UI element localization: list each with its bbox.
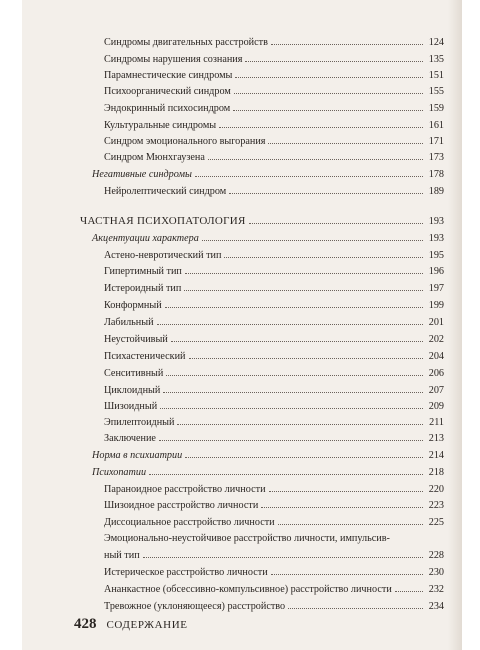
toc-entry-page: 207: [428, 385, 444, 396]
leader-dots: [171, 333, 423, 342]
toc-entry: [104, 151, 444, 164]
toc-entry-page: 234: [428, 601, 444, 612]
toc-entry-title-line1: Эмоционально-неустойчивое расстройство личности, импульсив-: [104, 533, 390, 544]
leader-dots: [185, 265, 423, 274]
toc-entry-page: 151: [428, 70, 444, 81]
toc-entry: [92, 168, 444, 181]
toc-entry-page: 204: [428, 351, 444, 362]
leader-dots: [288, 600, 423, 609]
toc-entry: [104, 185, 444, 198]
toc-entry-title: Заключение: [104, 433, 156, 444]
toc-entry-page: 196: [428, 266, 444, 277]
toc-entry-page: 220: [428, 484, 444, 495]
toc-entry: [104, 384, 444, 397]
leader-dots: [165, 299, 423, 308]
leader-dots: [166, 367, 423, 376]
toc-entry-title: Параноидное расстройство личности: [104, 484, 266, 495]
toc-entry-title: Диссоциальное расстройство личности: [104, 517, 275, 528]
toc-entry: [104, 367, 444, 380]
toc-entry-title: Ананкастное (обсессивно-компульсивное) расстройство личности: [104, 584, 392, 595]
toc-entry-title: Культуральные синдромы: [104, 120, 217, 131]
toc-entry-title-line2: ный тип: [104, 550, 140, 561]
toc-entry-title: Эндокринный психосиндром: [104, 103, 231, 114]
leader-dots: [159, 432, 423, 441]
toc-entry: [104, 85, 444, 98]
toc-entry-page: 211: [429, 417, 444, 428]
running-head: СОДЕРЖАНИЕ: [106, 619, 188, 631]
leader-dots: [219, 119, 423, 128]
leader-dots: [234, 85, 423, 94]
toc-entry: [104, 583, 444, 596]
toc-entry-title: Истероидный тип: [104, 283, 182, 294]
toc-entry-title: Психопатии: [92, 467, 147, 478]
leader-dots: [184, 282, 423, 291]
toc-entry-title: Синдромы нарушения сознания: [104, 54, 243, 65]
leader-dots: [224, 249, 423, 258]
toc-entry: [104, 53, 444, 66]
leader-dots: [143, 549, 423, 558]
toc-entry-title: Тревожное (уклоняющееся) расстройство: [104, 601, 286, 612]
toc-entry: [104, 483, 444, 496]
leader-dots: [195, 168, 423, 177]
toc-entry-page: 202: [428, 334, 444, 345]
leader-dots: [268, 135, 423, 144]
toc-entry-title: Психастенический: [104, 351, 186, 362]
toc-entry: [104, 499, 444, 512]
leader-dots: [245, 53, 423, 62]
page-number: 428: [74, 616, 97, 632]
toc-entry-title: Конформный: [104, 300, 162, 311]
toc-entry-title: Норма в психиатрии: [92, 450, 183, 461]
leader-dots: [271, 566, 423, 575]
toc-entry: [92, 449, 444, 462]
leader-dots: [278, 516, 423, 525]
toc-entry-page: 206: [428, 368, 444, 379]
toc-entry-title: Циклоидный: [104, 385, 161, 396]
leader-dots: [229, 185, 423, 194]
toc-entry: [104, 400, 444, 413]
toc-entry-page: 209: [428, 401, 444, 412]
toc-entry-page: 218: [428, 467, 444, 478]
toc-entry-page: 214: [428, 450, 444, 461]
toc-entry-title: Лабильный: [104, 317, 154, 328]
toc-entry-page: 195: [428, 250, 444, 261]
leader-dots: [208, 151, 423, 160]
leader-dots: [163, 384, 423, 393]
toc-entry: [104, 566, 444, 579]
toc-entry-title: Синдром эмоционального выгорания: [104, 136, 266, 147]
toc-entry-page: 232: [428, 584, 444, 595]
toc-entry-title: Парамнестические синдромы: [104, 70, 233, 81]
page-gutter-shadow: [448, 0, 462, 650]
toc-entry-title: Психоорганический синдром: [104, 86, 231, 97]
toc-entry-page: 189: [428, 186, 444, 197]
toc-entry-page: 197: [428, 283, 444, 294]
toc-entry-page: 230: [428, 567, 444, 578]
leader-dots: [271, 36, 423, 45]
toc-entry-page: 193: [428, 216, 444, 227]
toc-entry-title: Нейролептический синдром: [104, 186, 227, 197]
toc-entry-page: 173: [428, 152, 444, 163]
toc-entry: [104, 282, 444, 295]
toc-entry-page: 223: [428, 500, 444, 511]
leader-dots: [395, 583, 423, 592]
leader-dots: [149, 466, 423, 475]
page-footer: [74, 616, 188, 633]
leader-dots: [177, 416, 423, 425]
toc-entry-title: Гипертимный тип: [104, 266, 182, 277]
toc-entry-title: Сенситивный: [104, 368, 164, 379]
toc-entry: [104, 135, 444, 148]
toc-entry-page: 178: [428, 169, 444, 180]
leader-dots: [269, 483, 423, 492]
toc-entry-title: Синдромы двигательных расстройств: [104, 37, 268, 48]
toc-entry: [104, 299, 444, 312]
toc-entry: [104, 416, 444, 429]
toc-entry: [104, 69, 444, 82]
leader-dots: [157, 316, 423, 325]
toc-entry-page: 161: [428, 120, 444, 131]
toc-entry-page: 193: [428, 233, 444, 244]
toc-entry-page: 159: [428, 103, 444, 114]
leader-dots: [202, 232, 423, 241]
toc-entry-page: 124: [428, 37, 444, 48]
leader-dots: [233, 102, 423, 111]
toc-entry-page: 199: [428, 300, 444, 311]
toc-entry-page: 201: [428, 317, 444, 328]
leader-dots: [261, 499, 423, 508]
toc-entry-title: Шизоидный: [104, 401, 158, 412]
toc-entry: [104, 432, 444, 445]
toc-entry-title: Астено-невротический тип: [104, 250, 222, 261]
leader-dots: [185, 449, 423, 458]
toc-entry-page: 155: [428, 86, 444, 97]
toc-entry-page: 228: [428, 550, 444, 561]
toc-entry: [92, 466, 444, 479]
book-page: [22, 0, 462, 650]
toc-entry: [104, 549, 444, 562]
toc-entry-title: Негативные синдромы: [92, 169, 192, 180]
toc-entry: [104, 265, 444, 278]
toc-entry: [92, 232, 444, 245]
toc-entry-page: 171: [428, 136, 444, 147]
leader-dots: [189, 350, 424, 359]
toc-entry: [104, 249, 444, 262]
toc-entry-title: Неустойчивый: [104, 334, 168, 345]
toc-entry-title: Синдром Мюнхгаузена: [104, 152, 205, 163]
leader-dots: [235, 69, 423, 78]
toc-entry-title: Шизоидное расстройство личности: [104, 500, 259, 511]
toc-entry: [104, 516, 444, 529]
toc-entry-page: 225: [428, 517, 444, 528]
toc-entry: [104, 102, 444, 115]
toc-chapter-title: ЧАСТНАЯ ПСИХОПАТОЛОГИЯ: [80, 215, 246, 227]
leader-dots: [249, 215, 423, 224]
toc-entry-page: 135: [428, 54, 444, 65]
toc-entry: [104, 333, 444, 346]
toc-entry: [104, 119, 444, 132]
toc-entry-title: Истерическое расстройство личности: [104, 567, 268, 578]
toc-entry: [104, 600, 444, 613]
toc-entry-title: Эпилептоидный: [104, 417, 175, 428]
toc-entry: [104, 36, 444, 49]
leader-dots: [160, 400, 423, 409]
toc-entry-page: 213: [428, 433, 444, 444]
toc-entry: [104, 350, 444, 363]
toc-chapter: [80, 215, 444, 228]
toc-entry: [104, 316, 444, 329]
toc-entry-title: Акцентуации характера: [92, 233, 199, 244]
